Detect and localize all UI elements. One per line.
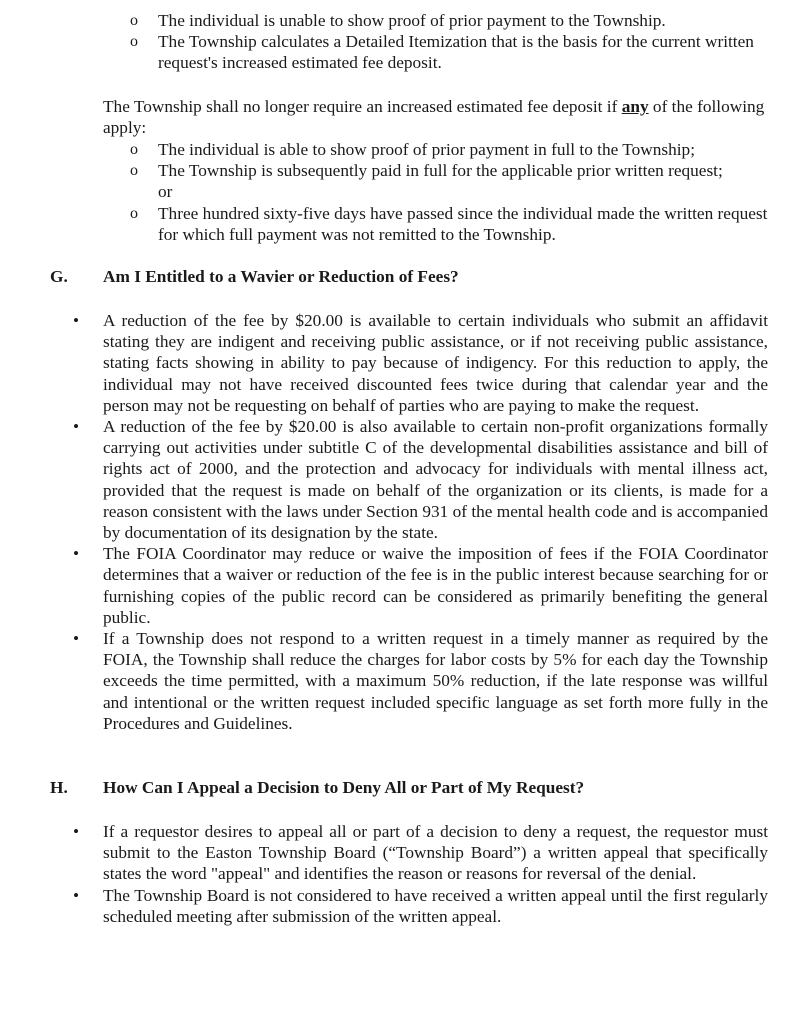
sublist-item: o The individual is able to show proof of prior payment in full to the Township; — [130, 140, 695, 159]
list-item: • A reduction of the fee by $20.00 is available to certain individuals who submit an affidavit stating they are indigent and receiving public assistance, or if not receiving public assistance, stating facts showing in ability to pay because of indigency. For this reduction to apply, the individual may not have received discounted fees twice during that calendar year and the person may not be requesting on behalf of parties who are paying to make the request. — [73, 311, 768, 415]
bullet-icon: • — [73, 885, 80, 905]
section-g-bullets — [73, 310, 768, 734]
section-letter: G. — [50, 267, 68, 286]
bullet-icon: • — [73, 417, 80, 437]
bullet-icon: • — [73, 629, 80, 649]
list-item: • If a requestor desires to appeal all or part of a decision to deny a request, the requestor must submit to the Easton Township Board (“Township Board”) a written appeal that specifically states the word "appeal" and identifies the reason or reasons for reversal of the denial. — [73, 822, 768, 884]
sublist-item: o The Township calculates a Detailed Itemization that is the basis for the current written request's increased estimated fee deposit. — [130, 32, 754, 73]
section-title: How Can I Appeal a Decision to Deny All or Part of My Request? — [103, 778, 585, 797]
sublist-item: o The Township is subsequently paid in full for the applicable prior written request; — [130, 161, 723, 181]
circle-bullet-icon: o — [130, 33, 138, 51]
circle-bullet-icon: o — [130, 162, 138, 180]
deposit-paragraph: The Township shall no longer require an increased estimated fee deposit if any of the following apply: — [103, 97, 765, 138]
section-title: Am I Entitled to a Wavier or Reduction of Fees? — [103, 267, 459, 286]
circle-bullet-icon: o — [130, 141, 138, 158]
bullet-icon: • — [73, 311, 80, 330]
deposit-sublist — [103, 139, 768, 245]
list-item: • A reduction of the fee by $20.00 is also available to certain non-profit organizations formally carrying out activities under subtitle C of the developmental disabilities assistance and bill of rights act of 2000, and the protection and advocacy for individuals with mental illness act, provided that the request is made on behalf of the organization or its clients, is made for a reason consistent with the laws under Section 931 of the mental health code and is accompanied by documentation of its designation by the state. — [73, 417, 768, 543]
list-item: • If a Township does not respond to a written request in a timely manner as required by the FOIA, the Township shall reduce the charges for labor costs by 5% for each day the Township exceeds the time permitted, with a maximum 50% reduction, if the late response was willful and intentional or the written request included specific language as set forth more fully in the Procedures and Guidelines. — [73, 629, 768, 733]
list-item: • The Township Board is not considered to have received a written appeal until the first regularly scheduled meeting after submission of the written appeal. — [73, 885, 768, 926]
section-letter: H. — [50, 778, 68, 797]
or-line: or — [158, 182, 173, 202]
list-item: • The FOIA Coordinator may reduce or waive the imposition of fees if the FOIA Coordinator determines that a waiver or reduction of the fee is in the public interest because searching for or furnishing copies of the public record can be considered as primarily benefiting the general public. — [73, 544, 768, 627]
circle-bullet-icon: o — [130, 12, 138, 29]
sublist-item: o The individual is unable to show proof of prior payment to the Township. — [130, 11, 666, 30]
continued-sublist — [103, 10, 768, 74]
emphasis-any: any — [621, 97, 649, 116]
circle-bullet-icon: o — [130, 204, 138, 222]
bullet-icon: • — [73, 544, 80, 564]
bullet-icon: • — [73, 822, 80, 841]
sublist-item: o Three hundred sixty-five days have passed since the individual made the written request for which full payment was not remitted to the Township. — [130, 203, 768, 244]
section-h-bullets — [73, 821, 768, 927]
